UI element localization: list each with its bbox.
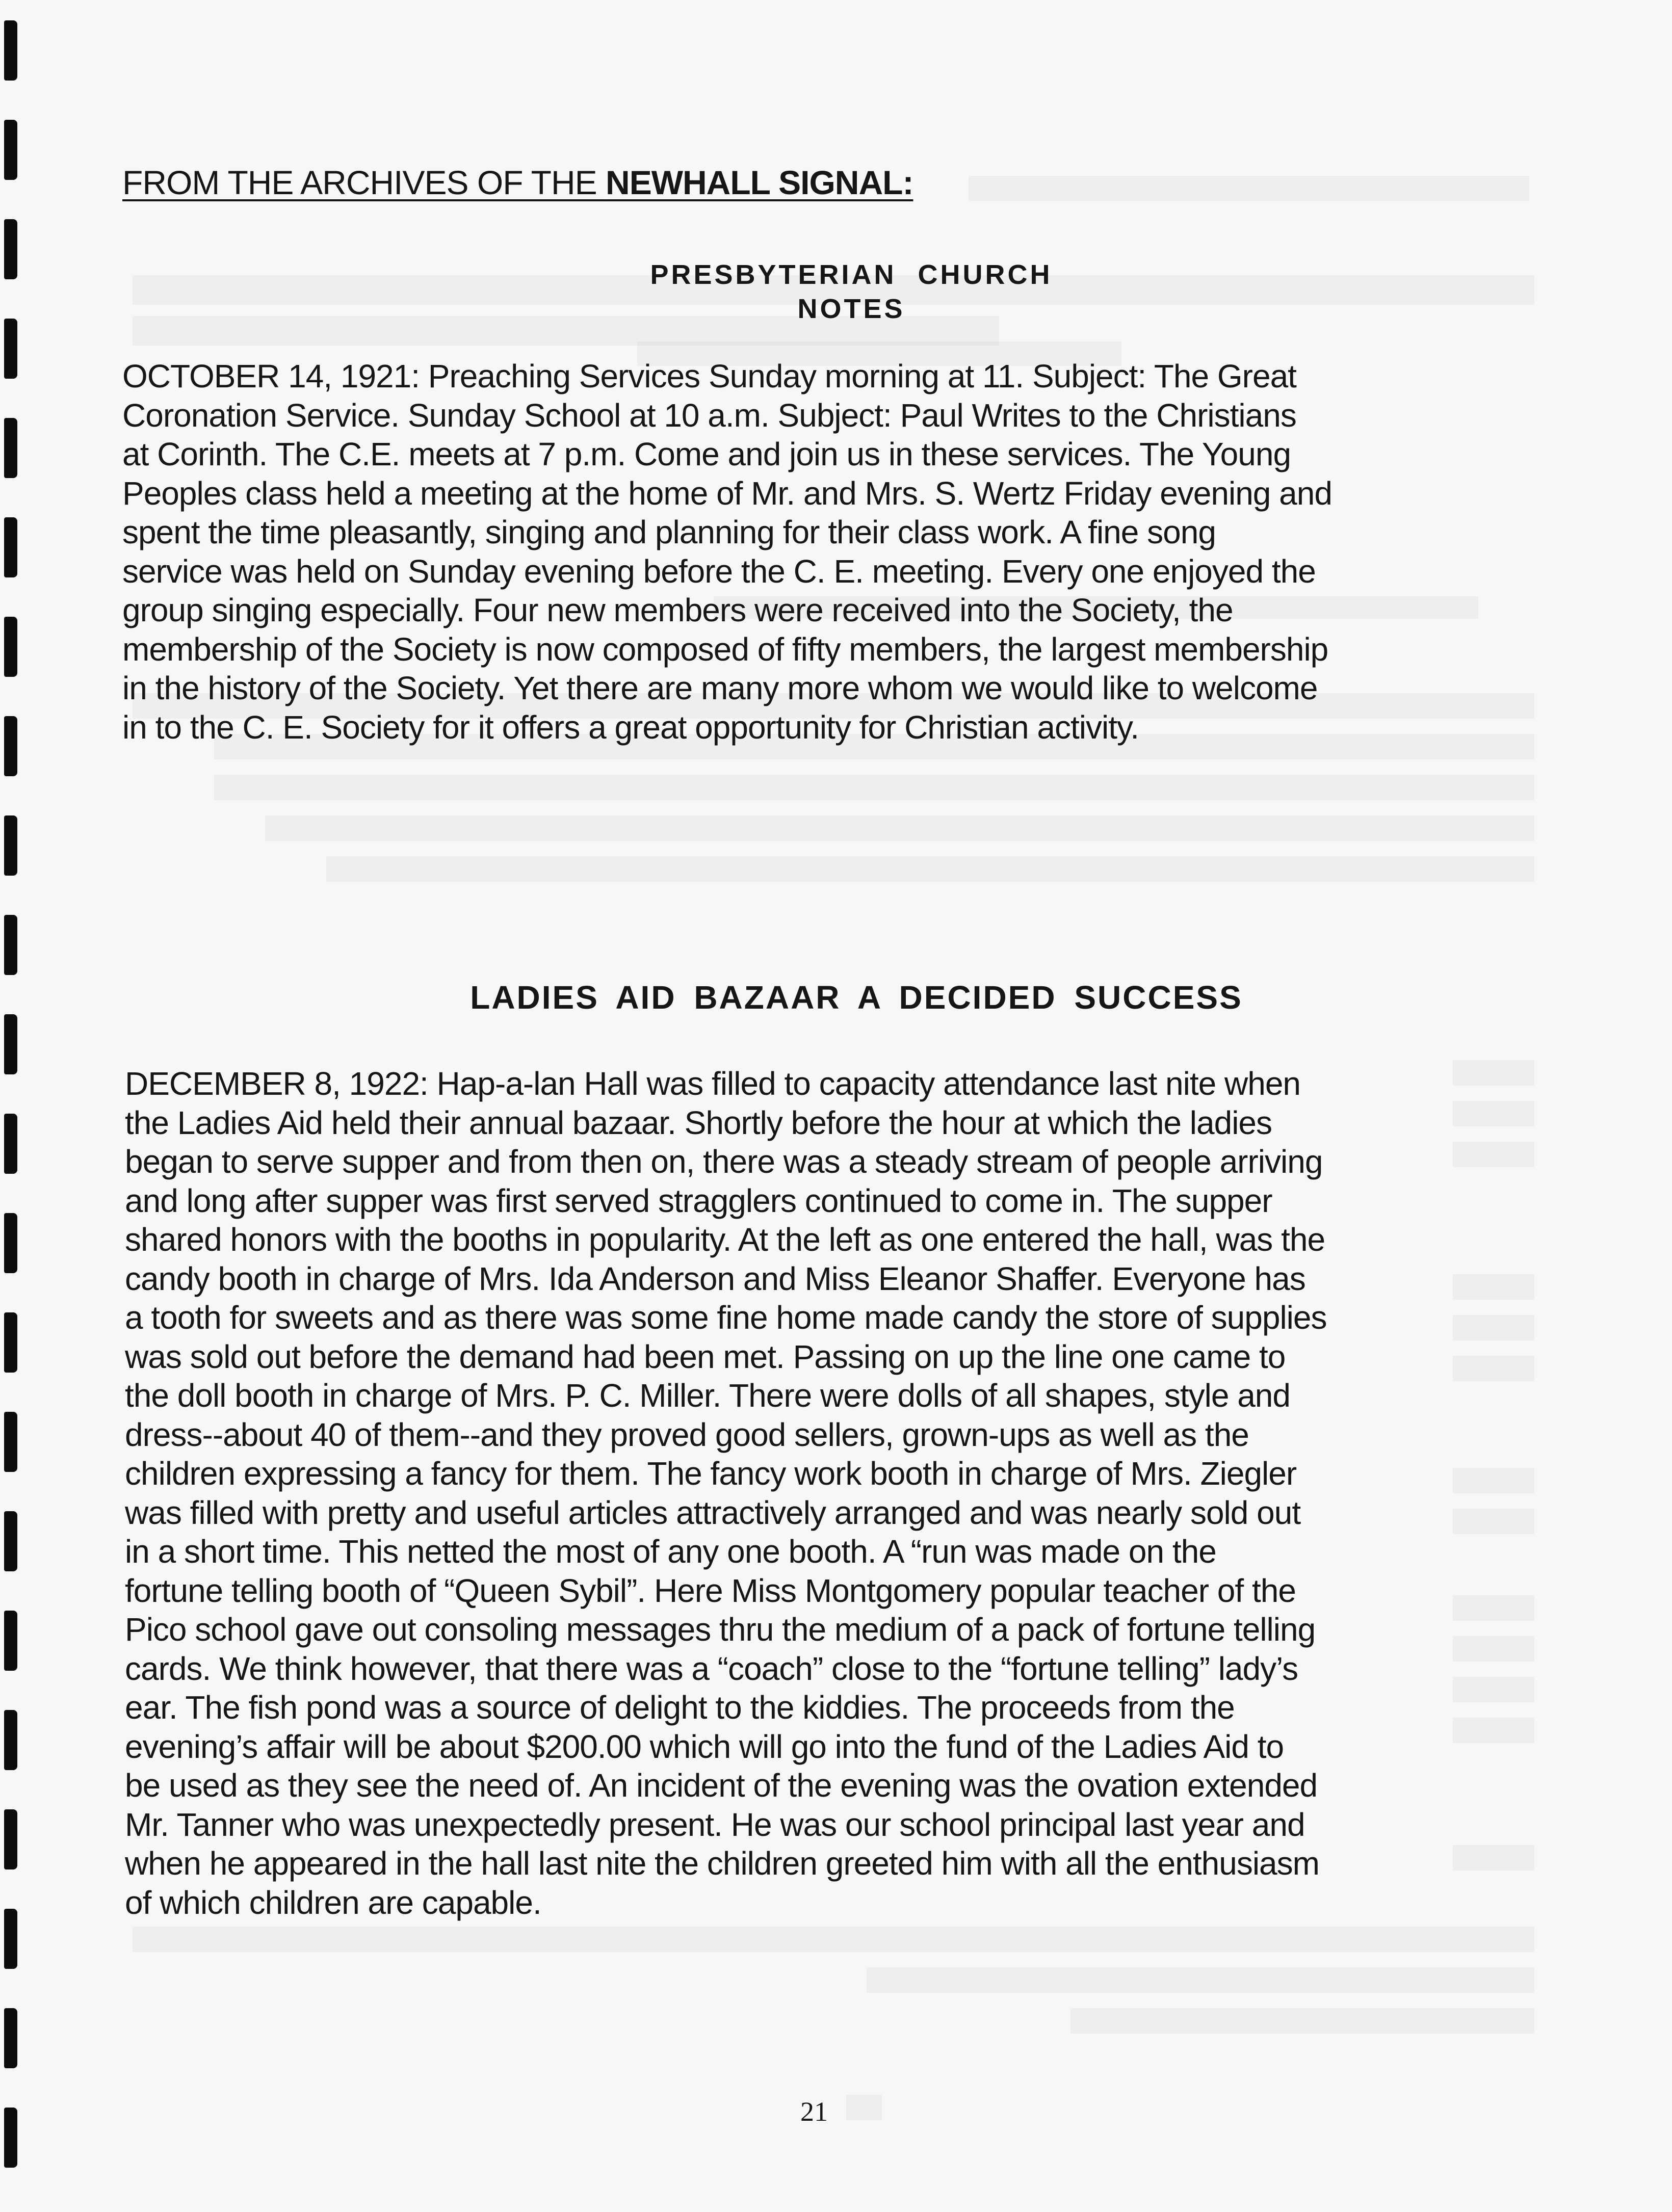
text-line: the doll booth in charge of Mrs. P. C. Miller. There were dolls of all shapes, style and: [125, 1377, 1290, 1414]
binding-slot: [4, 517, 17, 577]
binding-slot: [4, 915, 17, 975]
page-number: 21: [800, 2096, 828, 2127]
binding-slot: [4, 1710, 17, 1770]
binding-slot: [4, 1114, 17, 1174]
text-line: in the history of the Society. Yet there are many more whom we would like to welcome: [122, 670, 1318, 706]
binding-slot: [4, 20, 17, 81]
binding-slot: [4, 1312, 17, 1373]
text-line: of which children are capable.: [125, 1884, 541, 1921]
binding-slot: [4, 617, 17, 677]
text-line: be used as they see the need of. An incident of the evening was the ovation extended: [125, 1767, 1318, 1804]
publication-name: NEWHALL SIGNAL:: [606, 164, 913, 201]
binding-slot: [4, 1611, 17, 1671]
text-line: children expressing a fancy for them. The fancy work booth in charge of Mrs. Ziegler: [125, 1455, 1297, 1492]
binding-slot: [4, 120, 17, 180]
text-line: cards. We think however, that there was a “coach” close to the “fortune telling” lady’s: [125, 1650, 1298, 1687]
text-line: fortune telling booth of “Queen Sybil”. Here Miss Montgomery popular teacher of the: [125, 1572, 1296, 1609]
text-line: shared honors with the booths in popularity. At the left as one entered the hall, was the: [125, 1221, 1325, 1258]
bazaar-paragraph: [125, 1064, 1326, 1922]
text-line: Coronation Service. Sunday School at 10 a.m. Subject: Paul Writes to the Christians: [122, 397, 1296, 434]
binding-slot: [4, 815, 17, 876]
text-line: spent the time pleasantly, singing and planning for their class work. A fine song: [122, 514, 1216, 550]
text-line: membership of the Society is now composed of fifty members, the largest membership: [122, 630, 1328, 668]
text-line: a tooth for sweets and as there was some fine home made candy the store of supplies: [125, 1299, 1327, 1336]
text-line: evening’s affair will be about $200.00 which will go into the fund of the Ladies Aid to: [125, 1728, 1284, 1765]
text-line: DECEMBER 8, 1922: Hap-a-lan Hall was filled to capacity attendance last nite when: [125, 1065, 1300, 1102]
text-line: in to the C. E. Society for it offers a great opportunity for Christian activity.: [122, 708, 1139, 746]
binding-slot: [4, 2008, 17, 2068]
text-line: was sold out before the demand had been met. Passing on up the line one came to: [125, 1338, 1286, 1375]
text-line: group singing especially. Four new members were received into the Society, the: [122, 592, 1233, 628]
text-line: dress--about 40 of them--and they proved good sellers, grown-ups as well as the: [125, 1416, 1249, 1453]
text-line: was filled with pretty and useful articles attractively arranged and was nearly sold out: [125, 1494, 1301, 1531]
text-line: OCTOBER 14, 1921: Preaching Services Sunday morning at 11. Subject: The Great: [122, 358, 1296, 394]
text-line: at Corinth. The C.E. meets at 7 p.m. Come and join us in these services. The Young: [122, 436, 1291, 472]
text-line: began to serve supper and from then on, there was a steady stream of people arriving: [125, 1143, 1323, 1180]
text-line: service was held on Sunday evening before the C. E. meeting. Every one enjoyed the: [122, 552, 1316, 590]
section-title-church: PRESBYTERIAN CHURCH: [650, 259, 1053, 290]
header-prefix: FROM THE ARCHIVES OF THE: [122, 164, 606, 201]
text-line: in a short time. This netted the most of any one booth. A “run was made on the: [125, 1533, 1216, 1570]
text-line: when he appeared in the hall last nite the children greeted him with all the enthusiasm: [125, 1845, 1319, 1882]
binding-slot: [4, 319, 17, 379]
binding-slot: [4, 1412, 17, 1472]
text-line: ear. The fish pond was a source of delight to the kiddies. The proceeds from the: [125, 1689, 1235, 1726]
binding-slot: [4, 1014, 17, 1074]
binding-slot: [4, 2108, 17, 2168]
section-title-notes: NOTES: [797, 294, 905, 324]
binding-slot: [4, 716, 17, 776]
text-line: Mr. Tanner who was unexpectedly present. He was our school principal last year and: [125, 1806, 1305, 1843]
spiral-binding: [0, 0, 31, 2212]
church-notes-paragraph: [122, 357, 1332, 747]
binding-slot: [4, 1809, 17, 1869]
text-line: the Ladies Aid held their annual bazaar. Shortly before the hour at which the ladies: [125, 1104, 1272, 1141]
binding-slot: [4, 1213, 17, 1273]
text-line: and long after supper was first served stragglers continued to come in. The supper: [125, 1182, 1272, 1219]
text-line: Pico school gave out consoling messages thru the medium of a pack of fortune telling: [125, 1611, 1316, 1648]
archive-header: [122, 163, 913, 202]
binding-slot: [4, 1909, 17, 1969]
binding-slot: [4, 1511, 17, 1571]
text-line: Peoples class held a meeting at the home of Mr. and Mrs. S. Wertz Friday evening and: [122, 475, 1332, 512]
text-line: candy booth in charge of Mrs. Ida Anderson and Miss Eleanor Shaffer. Everyone has: [125, 1260, 1305, 1297]
section-title-bazaar: LADIES AID BAZAAR A DECIDED SUCCESS: [470, 979, 1243, 1016]
binding-slot: [4, 418, 17, 478]
